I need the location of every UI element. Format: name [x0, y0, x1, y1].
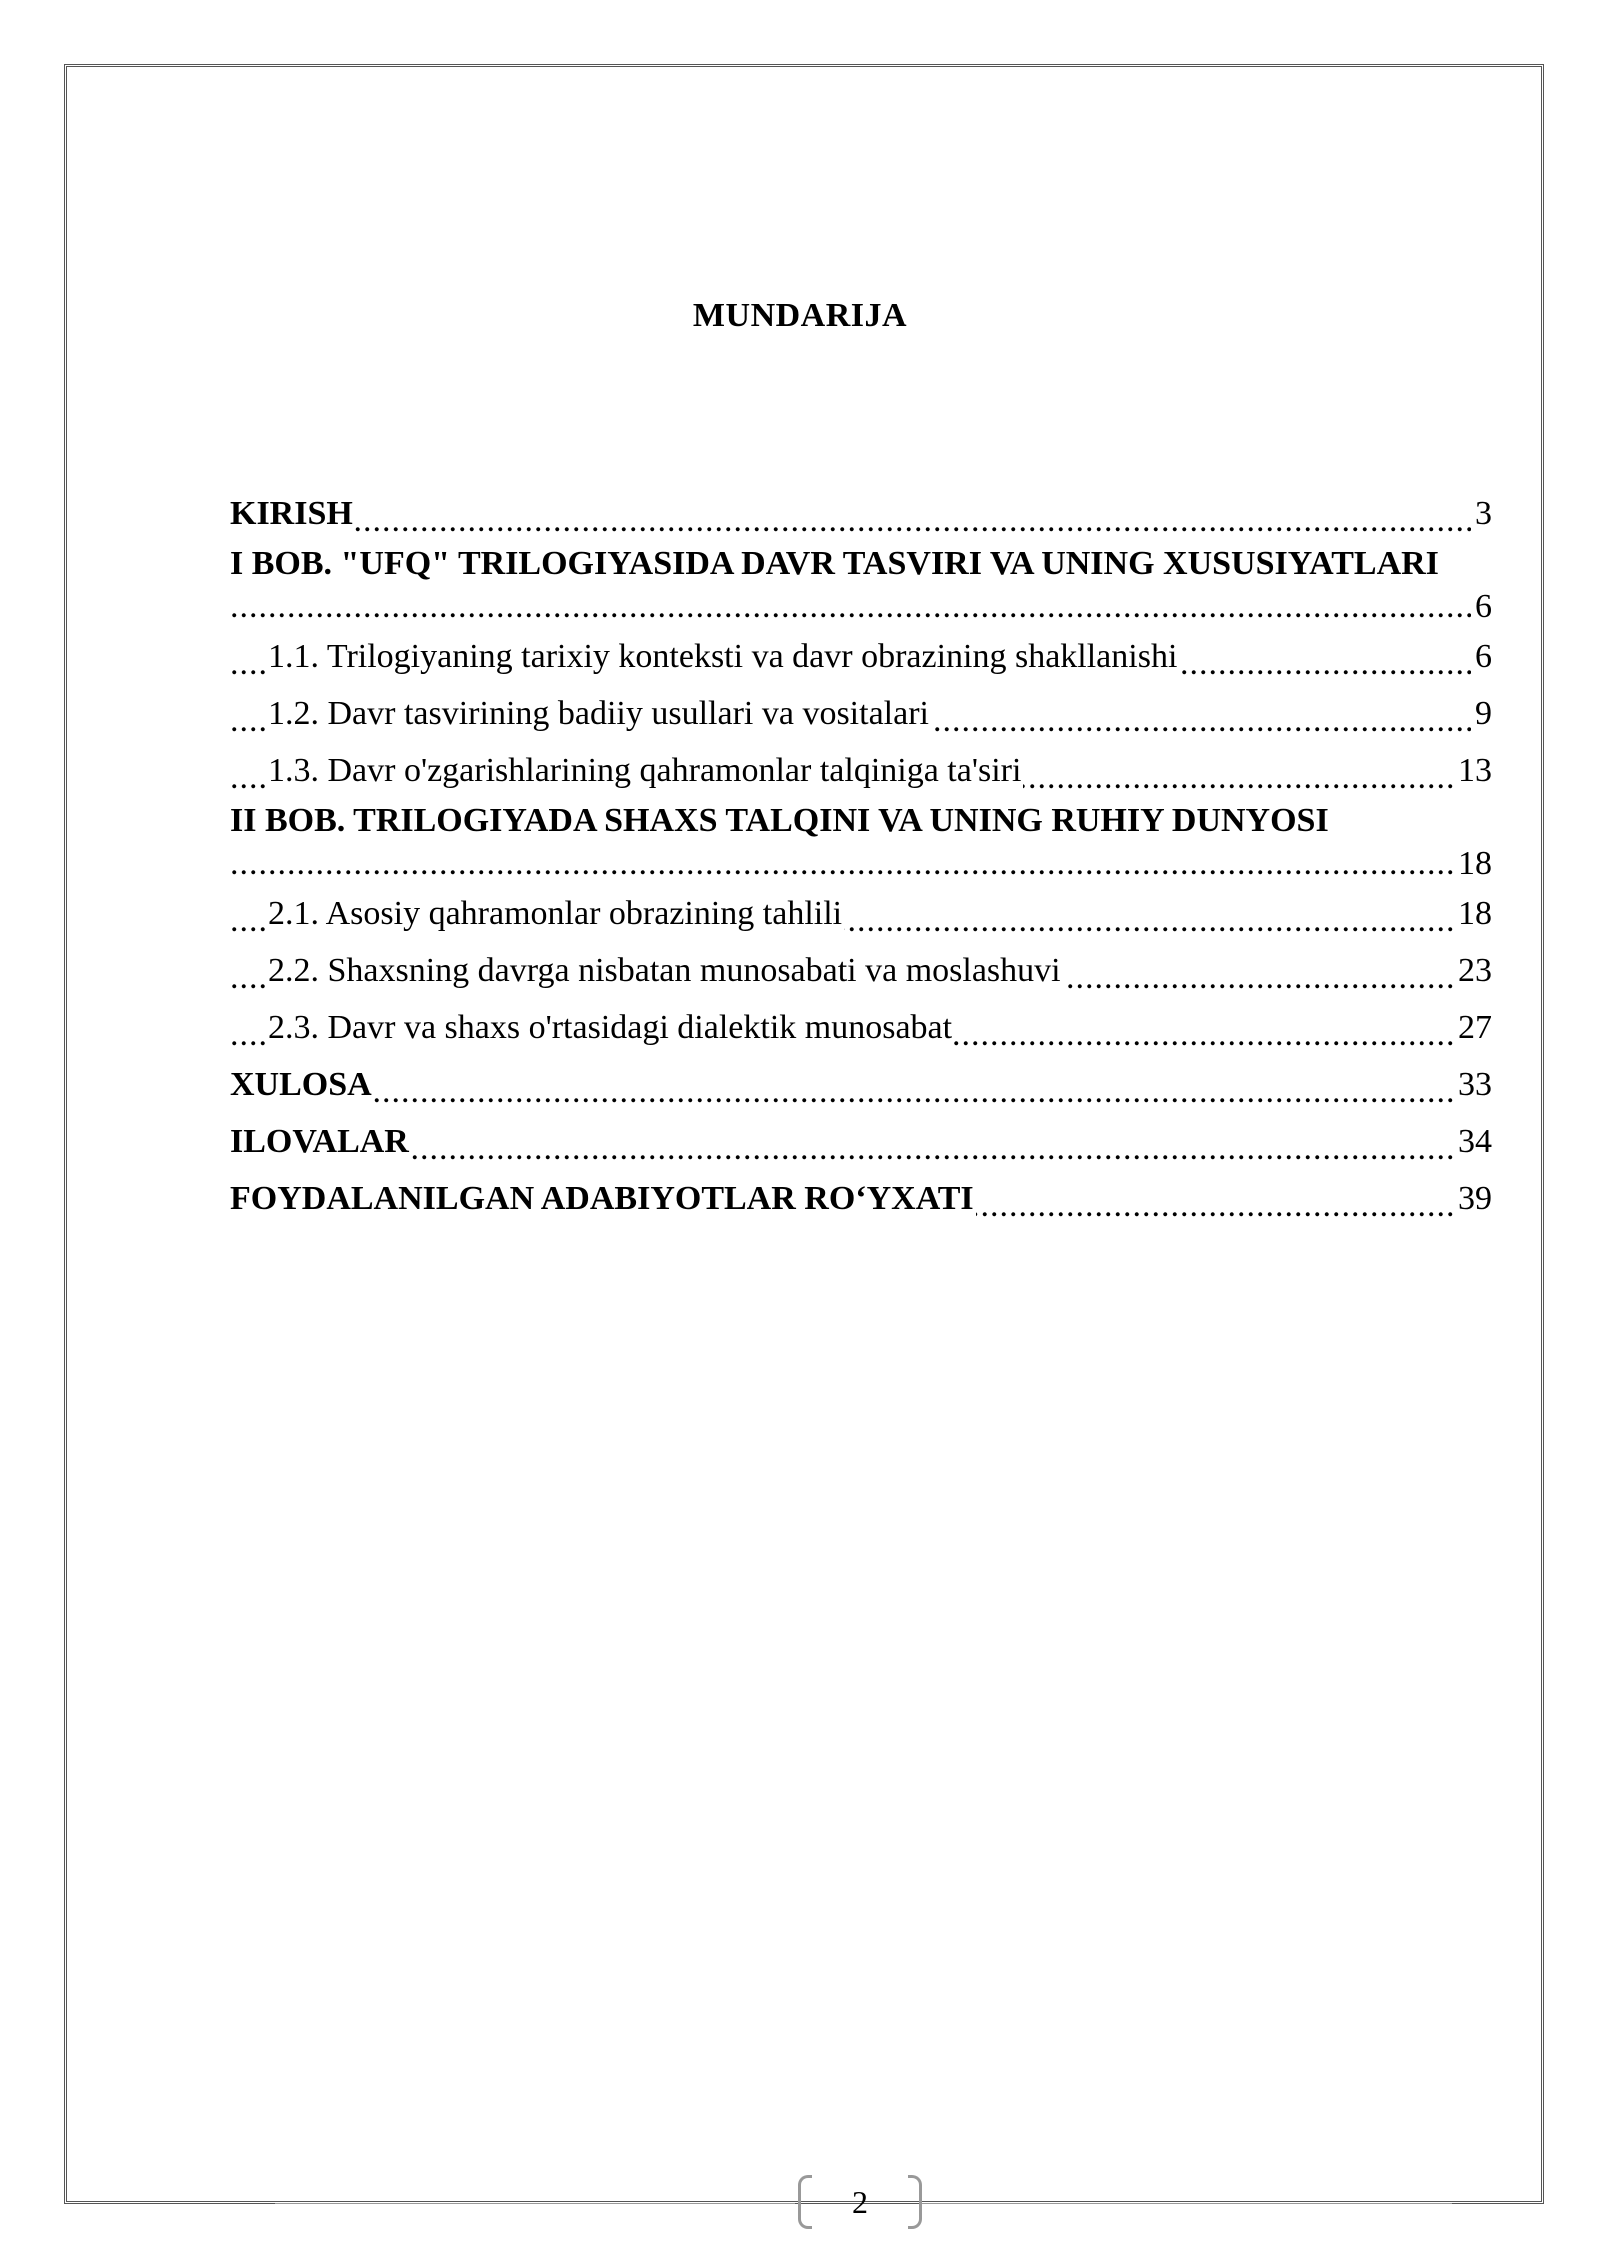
toc-entry-label: 2.3. Davr va shaxs o'rtasidagi dialektik munosabat [268, 1009, 953, 1046]
toc-entry-page: 18 [1454, 892, 1492, 935]
toc-entry-section-1-2[interactable] [230, 685, 1492, 742]
toc-entry-page: 9 [1471, 692, 1492, 735]
toc-entry-kirish[interactable] [230, 485, 1492, 542]
footer-rule-right [922, 2203, 1452, 2204]
toc-leader-dots [230, 585, 1492, 628]
toc-leader-dots [230, 1063, 1492, 1106]
toc-entry-label: 1.2. Davr tasvirining badiiy usullari va vositalari [268, 695, 929, 732]
toc-entry-section-2-2[interactable] [230, 942, 1492, 999]
toc-entry-page: 13 [1454, 749, 1492, 792]
toc-entry-page: 27 [1454, 1006, 1492, 1049]
toc-entry-label: II BOB. TRILOGIYADA SHAXS TALQINI VA UNING RUHIY DUNYOSI [230, 802, 1329, 839]
toc-entry-label: ILOVALAR [230, 1123, 409, 1160]
toc-entry-label: XULOSA [230, 1066, 372, 1103]
footer-bracket-right [908, 2175, 922, 2229]
toc-entry-label: I BOB. "UFQ" TRILOGIYASIDA DAVR TASVIRI VA UNING XUSUSIYATLARI [230, 545, 1439, 582]
toc-entry-page: 34 [1454, 1120, 1492, 1163]
page-number: 2 [852, 2184, 868, 2220]
toc-entry-section-1-1[interactable] [230, 628, 1492, 685]
toc-entry-section-2-1[interactable] [230, 885, 1492, 942]
toc-entry-page: 3 [1471, 492, 1492, 535]
toc-entry-page: 39 [1454, 1177, 1492, 1220]
toc-entry-chapter-1[interactable] [230, 542, 1492, 628]
toc-entry-label: 1.3. Davr o'zgarishlarining qahramonlar talqiniga ta'siri [268, 752, 1022, 789]
toc-entry-page: 23 [1454, 949, 1492, 992]
toc-entry-label: 2.1. Asosiy qahramonlar obrazining tahlili [268, 895, 843, 932]
toc-leader-dots [230, 492, 1492, 535]
page-title: MUNDARIJA [692, 297, 908, 334]
toc-entry-label: 2.2. Shaxsning davrga nisbatan munosabati va moslashuvi [268, 952, 1061, 989]
toc-entry-page: 33 [1454, 1063, 1492, 1106]
toc-entry-page: 6 [1471, 635, 1492, 678]
toc-leader-dots [230, 842, 1492, 885]
toc-entry-label: FOYDALANILGAN ADABIYOTLAR RO‘YXATI [230, 1180, 974, 1217]
toc-entry-section-1-3[interactable] [230, 742, 1492, 799]
toc-entry-chapter-2[interactable] [230, 799, 1492, 885]
toc-entry-section-2-3[interactable] [230, 999, 1492, 1056]
toc-entry-page: 6 [1471, 585, 1492, 628]
footer-bracket-left [798, 2175, 812, 2229]
toc-entry-xulosa[interactable] [230, 1056, 1492, 1113]
table-of-contents [230, 485, 1492, 1227]
footer-rule-left [275, 2203, 795, 2204]
toc-entry-label: KIRISH [230, 495, 353, 532]
toc-entry-label: 1.1. Trilogiyaning tarixiy konteksti va davr obrazining shakllanishi [268, 638, 1178, 675]
toc-entry-ilovalar[interactable] [230, 1113, 1492, 1170]
toc-entry-references[interactable] [230, 1170, 1492, 1227]
toc-entry-page: 18 [1454, 842, 1492, 885]
toc-leader-dots [230, 1120, 1492, 1163]
